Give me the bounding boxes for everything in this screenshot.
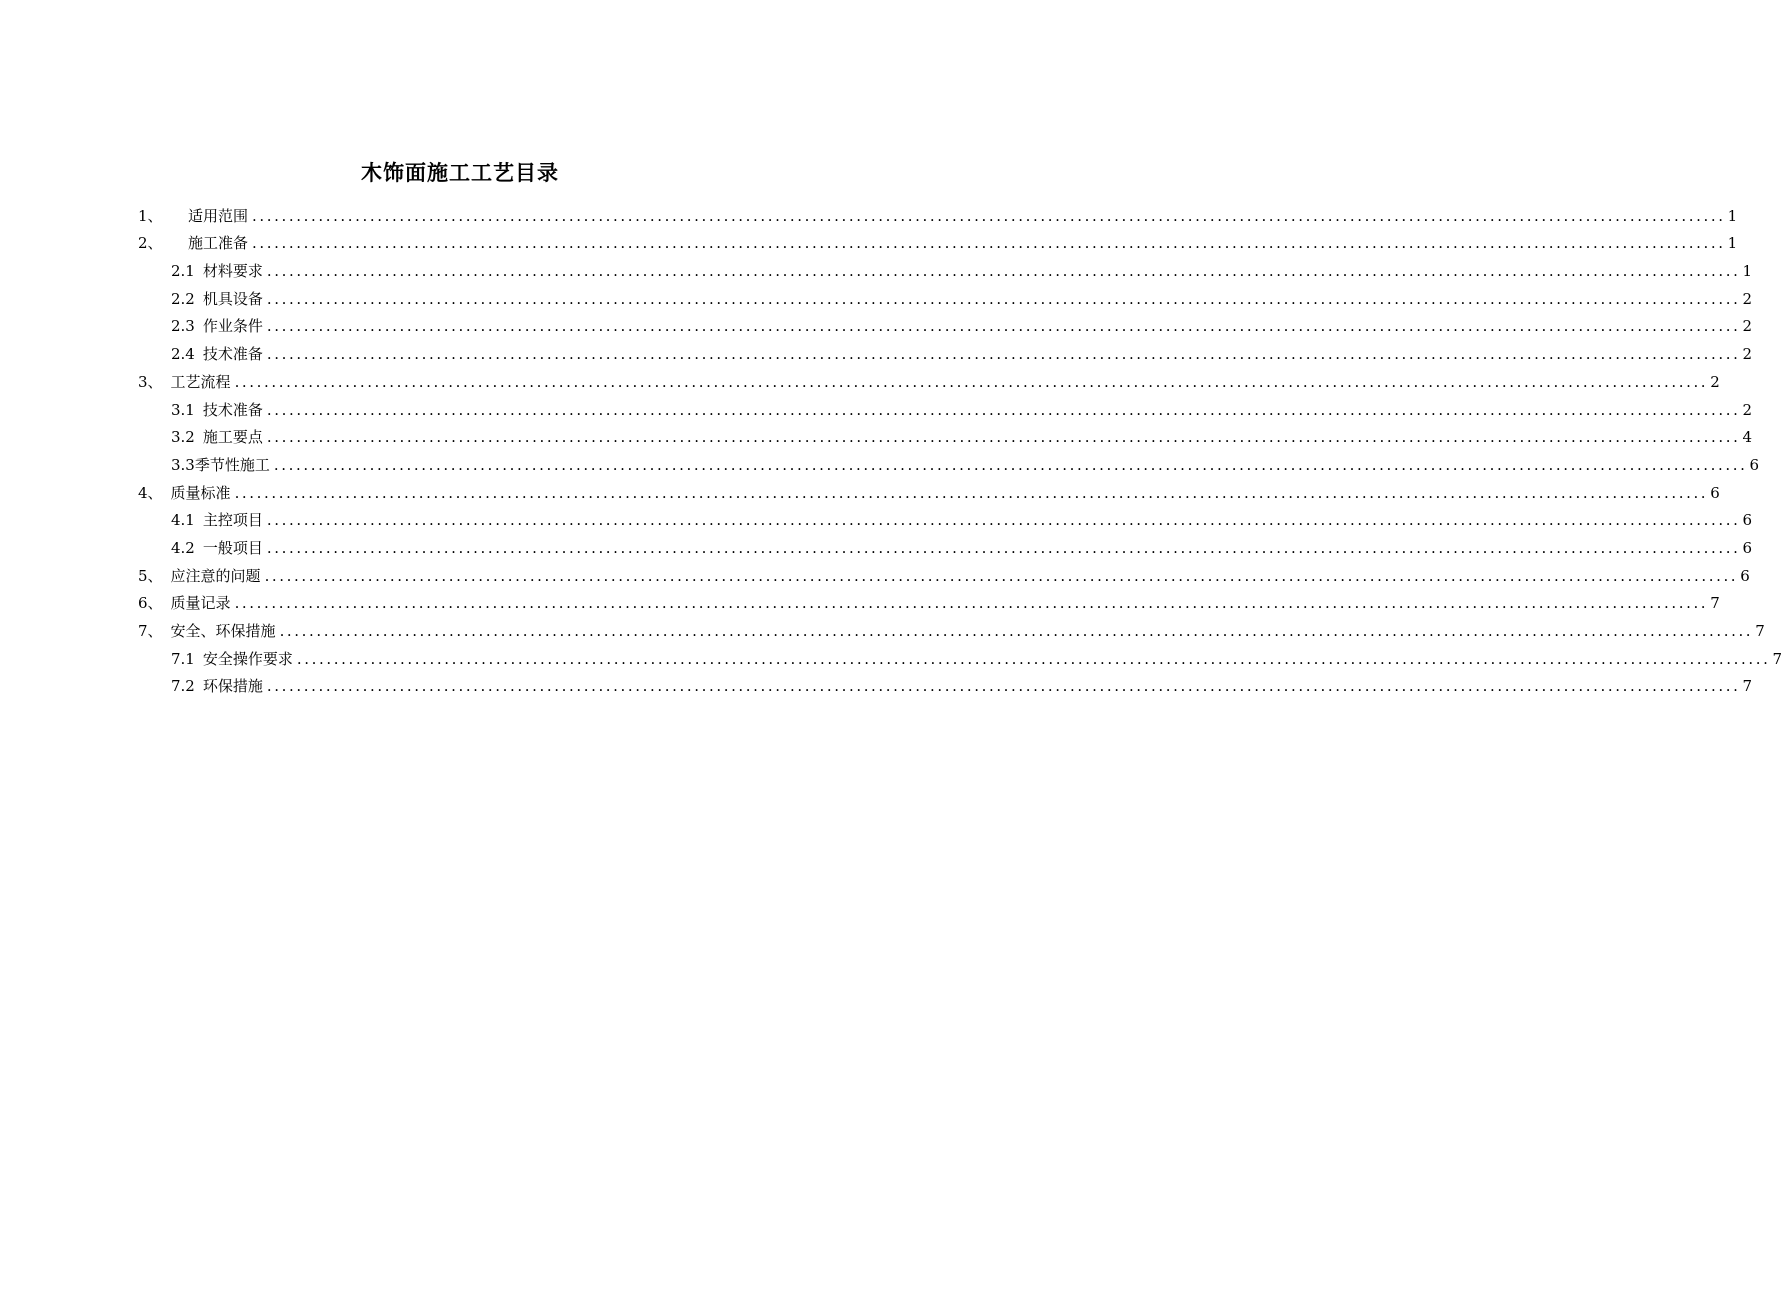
toc-entry-number: 3.1 [171,400,195,419]
toc-page-number: 2 [1742,317,1753,336]
toc-entry[interactable] [138,420,1753,448]
toc-dot-leader: ........................................................................................................................................................................................................ [252,234,1726,253]
toc-entry[interactable] [138,503,1753,531]
toc-entry-number: 7.2 [171,677,195,696]
table-of-contents [138,198,1782,696]
toc-dot-leader: ........................................................................................................................................................................................................ [266,538,1741,557]
toc-entry[interactable] [138,447,1760,475]
toc-dot-leader: ........................................................................................................................................................................................................ [266,317,1741,336]
toc-entry-number: 4.2 [171,538,195,557]
toc-page-number: 7 [1742,677,1753,696]
toc-entry[interactable] [138,392,1753,420]
toc-dot-leader: ........................................................................................................................................................................................................ [266,400,1741,419]
toc-entry[interactable] [138,613,1765,641]
toc-entry-title: 质量标准 [170,483,231,502]
toc-page-number: 2 [1742,400,1753,419]
toc-entry[interactable] [138,669,1753,697]
toc-entry-title: 施工准备 [188,234,249,253]
toc-dot-leader: ........................................................................................................................................................................................................ [264,566,1739,585]
toc-entry-number: 2.4 [171,345,195,364]
toc-entry[interactable] [138,586,1720,614]
toc-entry-title: 机具设备 [202,289,263,308]
toc-entry[interactable] [138,530,1753,558]
toc-dot-leader: ........................................................................................................................................................................................................ [252,206,1726,225]
toc-page-number: 6 [1740,566,1750,585]
toc-entry[interactable] [138,281,1753,309]
toc-entry-title: 材料要求 [202,262,263,281]
toc-dot-leader: ........................................................................................................................................................................................................ [296,649,1771,668]
toc-dot-leader: ........................................................................................................................................................................................................ [234,594,1709,613]
toc-dot-leader: ........................................................................................................................................................................................................ [273,455,1748,474]
toc-entry-title: 作业条件 [202,317,263,336]
toc-entry[interactable] [138,475,1720,503]
toc-dot-leader: ........................................................................................................................................................................................................ [266,677,1741,696]
toc-page-number: 7 [1755,622,1765,640]
toc-dot-leader: ........................................................................................................................................................................................................ [266,289,1741,308]
toc-page-number: 7 [1710,594,1720,613]
toc-entry-number: 4.1 [171,511,195,530]
toc-page-number: 2 [1710,372,1720,391]
toc-entry-title: 安全、环保措施 [170,622,276,640]
toc-entry-number: 3.2 [171,428,195,447]
toc-entry-title: 适用范围 [188,206,249,225]
toc-entry-number: 2、 [138,234,163,253]
toc-entry-title: 应注意的问题 [170,566,261,585]
toc-entry[interactable] [138,309,1753,337]
toc-entry-number: 2.1 [171,262,195,281]
toc-title: 木饰面施工工艺目录 [361,161,559,185]
toc-entry[interactable] [138,336,1753,364]
toc-page-number: 1 [1742,262,1753,281]
toc-entry-number: 1、 [138,206,163,225]
toc-dot-leader: ........................................................................................................................................................................................................ [279,622,1754,640]
toc-page-number: 2 [1742,289,1753,308]
toc-entry-number: 7.1 [171,649,195,668]
toc-page-number: 6 [1710,483,1720,502]
toc-dot-leader: ........................................................................................................................................................................................................ [266,262,1741,281]
toc-entry-title: 技术准备 [202,345,263,364]
toc-entry-title: 技术准备 [202,400,263,419]
toc-entry-title: 主控项目 [202,511,263,530]
toc-entry[interactable] [138,198,1738,226]
toc-entry-number: 2.3 [171,317,195,336]
toc-entry-number: 5、 [138,566,163,585]
toc-entry-title: 季节性施工 [194,455,270,474]
toc-entry-title: 质量记录 [170,594,231,613]
toc-entry[interactable] [138,364,1720,392]
toc-page-number: 4 [1742,428,1753,447]
toc-dot-leader: ........................................................................................................................................................................................................ [234,483,1709,502]
toc-entry[interactable] [138,226,1738,254]
toc-entry-number: 4、 [138,483,163,502]
toc-entry-number: 3.3 [171,455,195,474]
toc-dot-leader: ........................................................................................................................................................................................................ [234,372,1709,391]
toc-entry-number: 6、 [138,594,163,613]
toc-entry-title: 施工要点 [202,428,263,447]
toc-entry-title: 环保措施 [202,677,263,696]
toc-page-number: 2 [1742,345,1753,364]
toc-page-number: 6 [1742,538,1753,557]
toc-entry[interactable] [138,641,1782,669]
toc-dot-leader: ........................................................................................................................................................................................................ [266,511,1741,530]
toc-page-number: 7 [1772,649,1782,668]
toc-entry-number: 2.2 [171,289,195,308]
toc-entry[interactable] [138,558,1750,586]
toc-dot-leader: ........................................................................................................................................................................................................ [266,428,1741,447]
toc-entry[interactable] [138,253,1753,281]
toc-entry-title: 一般项目 [202,538,263,557]
toc-page-number: 6 [1742,511,1753,530]
toc-entry-number: 7、 [138,622,163,640]
toc-entry-title: 工艺流程 [170,372,231,391]
toc-page-number: 6 [1749,455,1760,474]
toc-page-number: 1 [1727,206,1738,225]
toc-entry-title: 安全操作要求 [202,649,293,668]
toc-entry-number: 3、 [138,372,163,391]
toc-dot-leader: ........................................................................................................................................................................................................ [266,345,1741,364]
toc-page-number: 1 [1727,234,1738,253]
